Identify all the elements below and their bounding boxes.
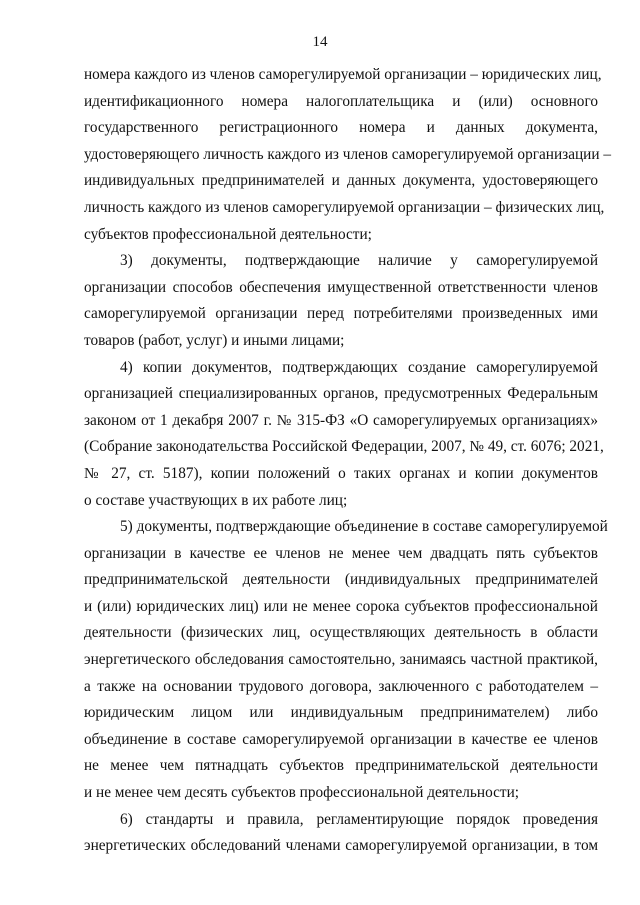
text-line: № 27, ст. 5187), копии положений о таких органах и копии документов (84, 464, 598, 482)
text-line: (Собрание законодательства Российской Федерации, 2007, № 49, ст. 6076; 2021, (84, 438, 604, 456)
text-line: юридическим лицом или индивидуальным предпринимателем) либо (84, 704, 598, 722)
text-line: удостоверяющего личность каждого из членов саморегулируемой организации – (84, 145, 612, 163)
text-line: личность каждого из членов саморегулируемой организации – физических лиц, (84, 198, 605, 216)
text-line: а также на основании трудового договора, заключенного с работодателем – (84, 677, 598, 695)
text-line: государственного регистрационного номера и данных документа, (84, 119, 598, 137)
text-line: объединение в составе саморегулируемой организации в качестве ее членов (84, 730, 598, 748)
text-line: 6) стандарты и правила, регламентирующие порядок проведения (120, 810, 598, 828)
text-line: идентификационного номера налогоплательщика и (или) основного (84, 92, 598, 110)
text-line: организацией специализированных органов, предусмотренных Федеральным (84, 385, 598, 403)
text-line: и (или) юридических лиц) или не менее сорока субъектов профессиональной (84, 597, 598, 615)
text-line: предпринимательской деятельности (индивидуальных предпринимателей (84, 571, 598, 589)
text-line: 5) документы, подтверждающие объединение в составе саморегулируемой (120, 518, 608, 536)
page-number: 14 (312, 34, 328, 50)
text-line: энергетических обследований членами саморегулируемой организации, в том (84, 837, 598, 855)
text-line: о составе участвующих в их работе лиц; (84, 491, 348, 509)
text-line: 3) документы, подтверждающие наличие у саморегулируемой (120, 252, 598, 270)
text-line: деятельности (физических лиц, осуществляющих деятельность в области (84, 624, 598, 642)
text-line: саморегулируемой организации перед потребителями произведенных ими (84, 305, 598, 323)
text-line: и не менее чем десять субъектов профессиональной деятельности; (84, 784, 520, 802)
text-line: товаров (работ, услуг) и иными лицами; (84, 331, 345, 349)
text-line: организации в качестве ее членов не менее чем двадцать пять субъектов (84, 544, 598, 562)
text-line: энергетического обследования самостоятельно, занимаясь частной практикой, (84, 651, 598, 669)
text-line: не менее чем пятнадцать субъектов предпринимательской деятельности (84, 757, 598, 775)
document-body (84, 62, 612, 860)
text-line: субъектов профессиональной деятельности; (84, 225, 372, 243)
text-line: законом от 1 декабря 2007 г. № 315-ФЗ «О саморегулируемых организациях» (84, 411, 598, 429)
text-line: организации способов обеспечения имущественной ответственности членов (84, 278, 598, 296)
text-line: индивидуальных предпринимателей и данных документа, удостоверяющего (84, 172, 598, 190)
text-line: 4) копии документов, подтверждающих создание саморегулируемой (120, 358, 598, 376)
text-line: номера каждого из членов саморегулируемой организации – юридических лиц, (84, 66, 602, 83)
